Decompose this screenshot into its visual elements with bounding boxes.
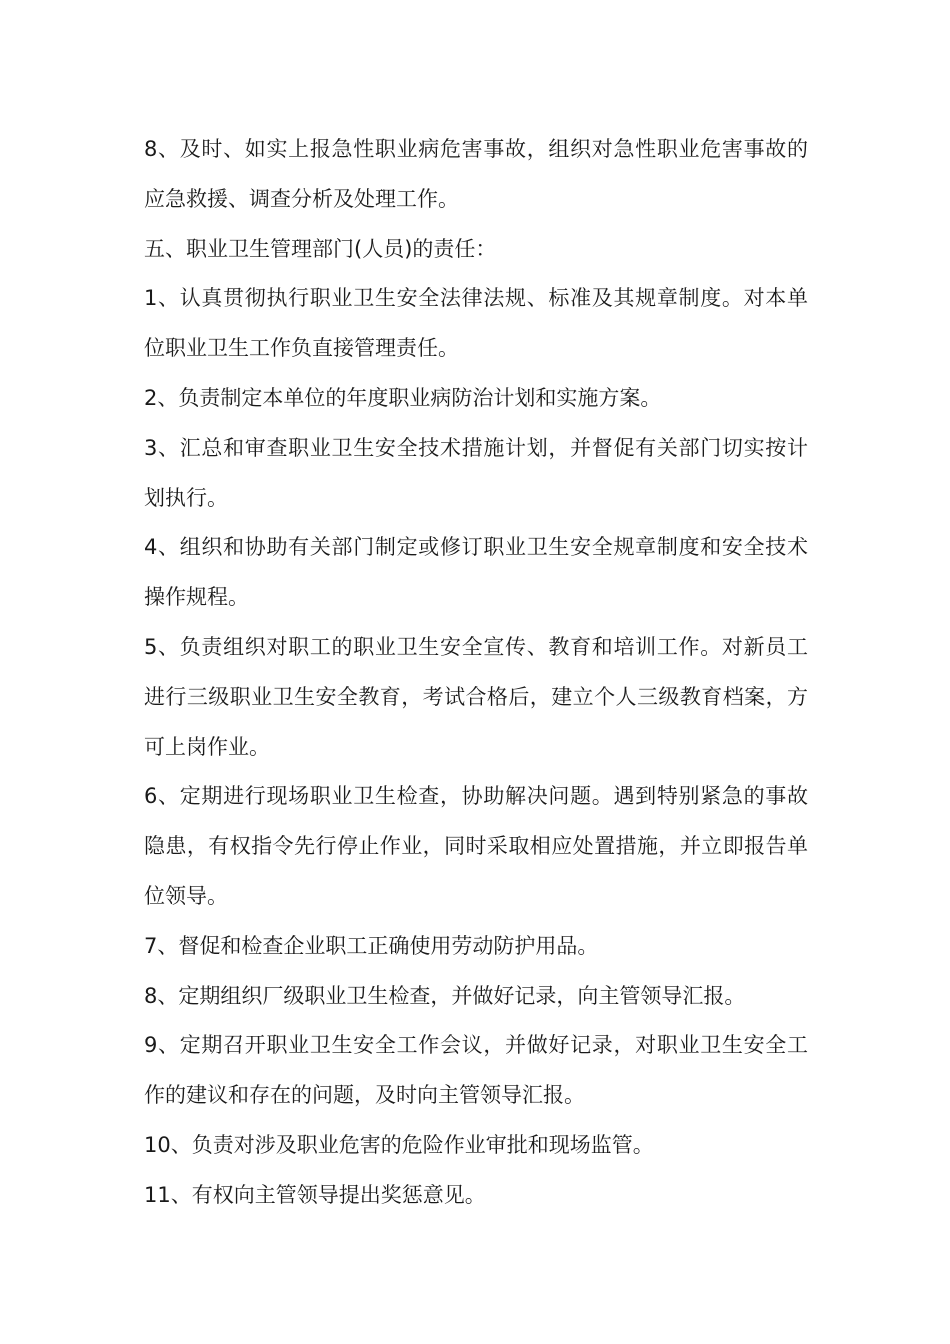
paragraph-item-8: 8、定期组织厂级职业卫生检查，并做好记录，向主管领导汇报。 <box>144 983 746 1008</box>
paragraph-item-9: 9、定期召开职业卫生安全工作会议，并做好记录，对职业卫生安全工作的建议和存在的问题，及时向主管领导汇报。 <box>144 1033 808 1108</box>
paragraph-item-4: 4、组织和协助有关部门制定或修订职业卫生安全规章制度和安全技术操作规程。 <box>144 535 808 610</box>
paragraph-item-1: 1、认真贯彻执行职业卫生安全法律法规、标准及其规章制度。对本单位职业卫生工作负直接管理责任。 <box>144 286 808 361</box>
document-body <box>144 125 808 1221</box>
paragraph-item-7: 7、督促和检查企业职工正确使用劳动防护用品。 <box>144 933 599 958</box>
paragraph-item-10: 10、负责对涉及职业危害的危险作业审批和现场监管。 <box>144 1132 654 1157</box>
section-heading-5: 五、职业卫生管理部门(人员)的责任： <box>144 236 497 261</box>
paragraph-item-5: 5、负责组织对职工的职业卫生安全宣传、教育和培训工作。对新员工进行三级职业卫生安全教育，考试合格后，建立个人三级教育档案，方可上岗作业。 <box>144 634 808 759</box>
paragraph-item-2: 2、负责制定本单位的年度职业病防治计划和实施方案。 <box>144 385 662 410</box>
paragraph-item-11: 11、有权向主管领导提出奖惩意见。 <box>144 1182 486 1207</box>
paragraph-item-8-emergency-report: 8、及时、如实上报急性职业病危害事故，组织对急性职业危害事故的应急救援、调查分析及处理工作。 <box>144 137 808 211</box>
paragraph-item-3: 3、汇总和审查职业卫生安全技术措施计划，并督促有关部门切实按计划执行。 <box>144 435 808 510</box>
paragraph-item-6: 6、定期进行现场职业卫生检查，协助解决问题。遇到特别紧急的事故隐患，有权指令先行停止作业，同时采取相应处置措施，并立即报告单位领导。 <box>144 784 808 908</box>
